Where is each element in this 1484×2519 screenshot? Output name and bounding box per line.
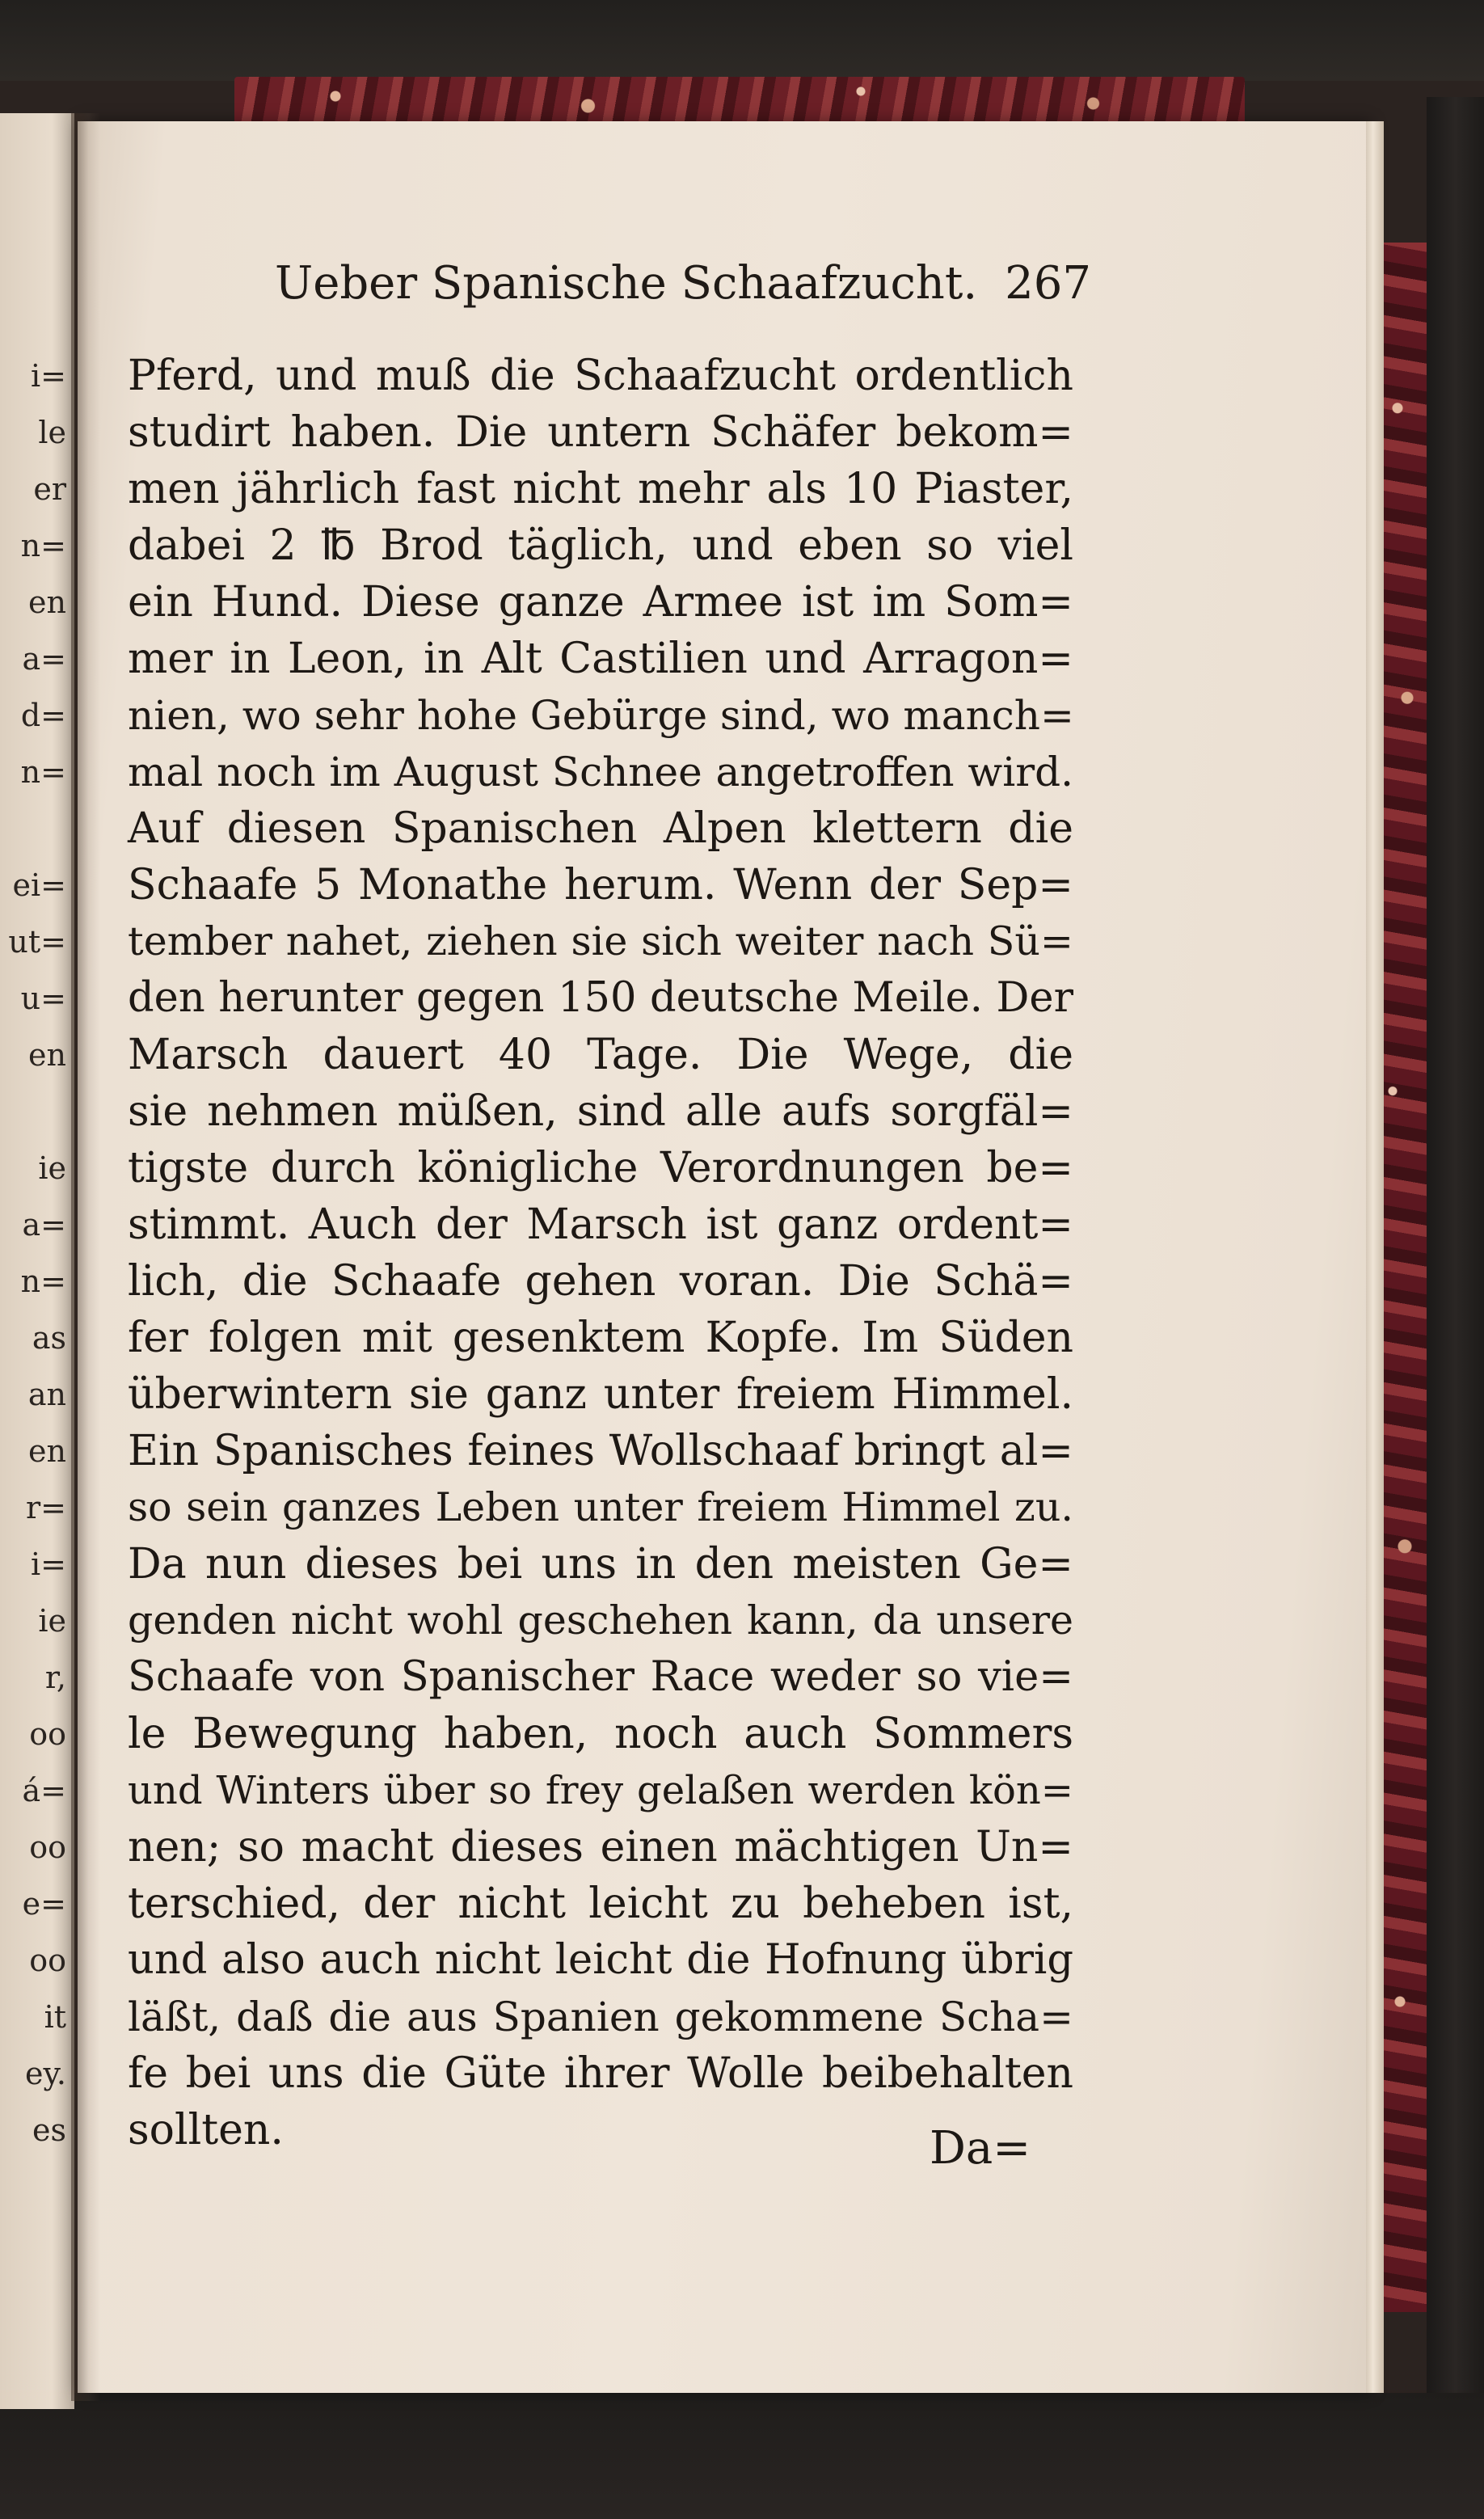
left-page-fragment: n= [20,528,66,563]
background-top [0,0,1484,81]
left-page-fragment: as [32,1320,66,1356]
text-line: Auf diesen Spanischen Alpen klettern die [128,804,1073,853]
left-page-fragment: r, [44,1660,66,1695]
text-line: Ein Spanisches feines Wollschaaf bringt al= [128,1427,1073,1475]
text-line: nen; so macht dieses einen mächtigen Un= [128,1823,1073,1871]
body-text [128,348,1073,2158]
text-line: Schaafe von Spanischer Race weder so vie= [128,1653,1073,1701]
left-page-fragment: en [28,1037,66,1073]
left-page-fragment: le [38,415,66,450]
left-page-fragment [3,1083,71,1140]
text-line: und also auch nicht leicht die Hofnung übrig [128,1936,1073,1984]
left-page-fragment: á= [22,1773,66,1808]
text-line: und Winters über so frey gelaßen werden kön= [128,1768,1073,1813]
page-number: 267 [1005,257,1091,310]
left-page-fragment: n= [20,1264,66,1299]
text-line: Da nun dieses bei uns in den meisten Ge= [128,1540,1073,1589]
left-page-text-fragments [3,348,71,2158]
left-page-fragment: ey. [25,2056,66,2091]
text-line: tember nahet, ziehen sie sich weiter nach Sü= [128,918,1073,964]
text-line: tigste durch königliche Verordnungen be= [128,1144,1073,1192]
text-line: fer folgen mit gesenktem Kopfe. Im Süden [128,1314,1073,1362]
left-page-fragment: ut= [8,924,66,960]
left-page-fragment: oo [29,1829,66,1865]
catchword: Da= [930,2122,1031,2175]
left-page-fragment: en [28,584,66,620]
text-line: dabei 2 ℔ Brod täglich, und eben so viel [128,521,1073,570]
left-page-fragment: es [32,2112,66,2148]
left-page-fragment: it [44,1999,66,2035]
book-cover-right [1427,97,1484,2519]
text-line: lich, die Schaafe gehen voran. Die Schä= [128,1257,1073,1306]
left-page-fragment: er [33,471,66,507]
running-head [202,257,1091,330]
gutter-shadow [71,113,100,2401]
text-line: mal noch im August Schnee angetroffen wird. [128,749,1073,795]
left-page-fragment: an [27,1377,66,1412]
text-line: so sein ganzes Leben unter freiem Himmel zu. [128,1484,1073,1530]
text-line: Schaafe 5 Monathe herum. Wenn der Sep= [128,861,1073,909]
left-page-fragment: a= [22,641,66,677]
left-page-fragment: ie [38,1150,66,1186]
text-line: Pferd, und muß die Schaafzucht ordentlich [128,352,1073,400]
text-line: men jährlich fast nicht mehr als 10 Piaster, [128,465,1073,513]
text-line: studirt haben. Die untern Schäfer bekom= [128,408,1073,457]
text-line: läßt, daß die aus Spanien gekommene Scha= [128,1994,1073,2040]
left-page-fragment: u= [20,981,66,1016]
text-line: ein Hund. Diese ganze Armee ist im Som= [128,578,1073,627]
background-bottom [0,2393,1484,2519]
text-line: Marsch dauert 40 Tage. Die Wege, die [128,1031,1073,1079]
left-page-fragment: i= [31,1546,66,1582]
text-line: sie nehmen müßen, sind alle aufs sorgfäl= [128,1087,1073,1136]
left-page-fragment: n= [20,754,66,790]
right-page-edge [1366,121,1384,2393]
left-page-edge [0,113,74,2409]
text-line: den herunter gegen 150 deutsche Meile. Der [128,974,1073,1022]
marbled-cover-edge-right [1378,243,1427,2312]
text-line: nien, wo sehr hohe Gebürge sind, wo manch= [128,692,1074,739]
running-title: Ueber Spanische Schaafzucht. [275,257,978,310]
left-page-fragment: oo [29,1716,66,1752]
text-line: genden nicht wohl geschehen kann, da unsere [128,1597,1073,1643]
text-line: mer in Leon, in Alt Castilien und Arragon= [128,635,1073,683]
left-page-fragment: ei= [12,867,66,903]
text-line: stimmt. Auch der Marsch ist ganz ordent= [128,1200,1073,1249]
text-line: sollten. [128,2106,284,2154]
text-line: le Bewegung haben, noch auch Sommers [128,1710,1073,1758]
left-page-fragment: a= [22,1207,66,1243]
text-line: terschied, der nicht leicht zu beheben ist, [128,1880,1073,1928]
marbled-cover-edge-top [234,77,1245,125]
left-page-fragment: ie [38,1603,66,1639]
left-page-fragment: oo [29,1943,66,1978]
left-page-fragment: e= [22,1886,66,1922]
left-page-fragment: i= [31,358,66,394]
left-page-fragment: r= [25,1490,66,1525]
left-page-fragment [3,800,71,857]
text-line: überwintern sie ganz unter freiem Himmel. [128,1370,1073,1419]
left-page-fragment: d= [20,698,66,733]
left-page-fragment: en [28,1433,66,1469]
text-line: fe bei uns die Güte ihrer Wolle beibehalten [128,2049,1073,2098]
